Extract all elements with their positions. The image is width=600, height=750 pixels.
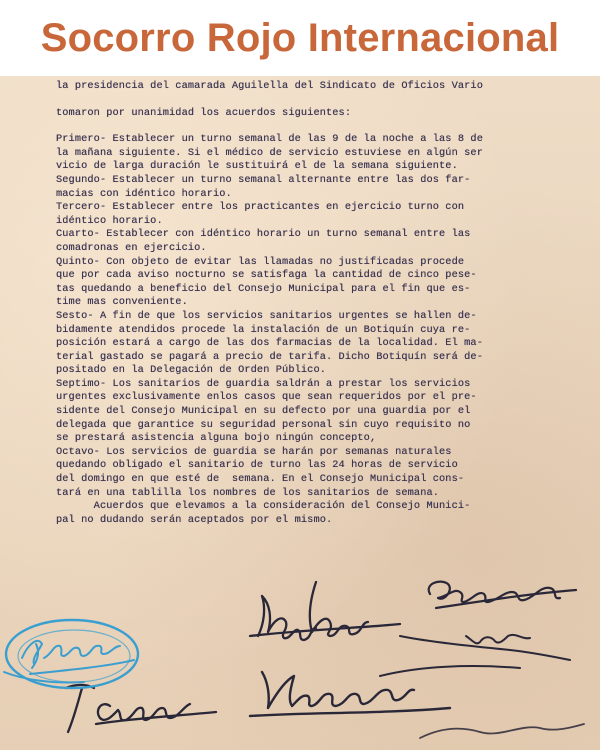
typed-line: positado en la Delegación de Orden Público. xyxy=(56,364,327,377)
typed-line: Septimo- Los sanitarios de guardia saldrán a prestar los servicios xyxy=(56,377,471,390)
typed-line: Segundo- Establecer un turno semanal alternante entre las dos far- xyxy=(56,173,471,186)
typed-line: Quinto- Con objeto de evitar las llamadas no justificadas procede xyxy=(56,255,465,268)
typed-line: Sesto- A fin de que los servicios sanitarios urgentes se hallen de- xyxy=(56,309,477,322)
typed-line: idéntico horario. xyxy=(56,214,163,227)
typed-line: Tercero- Establecer entre los practicantes en ejercicio turno con xyxy=(56,201,465,214)
signature-bottom-left xyxy=(66,685,216,732)
typed-line: tará en una tablilla los nombres de los sanitarios de semana. xyxy=(56,486,440,499)
typed-line: que por cada aviso nocturno se satisfaga la cantidad de cinco pese- xyxy=(56,269,477,282)
typed-line: quedando obligado el sanitario de turno las 24 horas de servicio xyxy=(56,459,458,472)
typed-line: tomaron por unanimidad los acuerdos siguientes: xyxy=(56,106,352,119)
typed-line: la presidencia del camarada Aguilella del Sindicato de Oficios Vario xyxy=(56,80,483,92)
typed-line: comadronas en ejercicio. xyxy=(56,241,207,254)
signature-bottom-right xyxy=(420,724,584,738)
typed-line: posición estará a cargo de las dos farmacias de la localidad. El ma- xyxy=(56,337,483,350)
signatures-layer xyxy=(0,76,600,750)
typed-line: pal no dudando serán aceptados por el mismo. xyxy=(56,513,333,526)
typed-line: Acuerdos que elevamos a la consideración del Consejo Munici- xyxy=(56,500,471,513)
signature-right-middle xyxy=(380,635,570,676)
typed-line: Octavo- Los servicios de guardia se harán por semanas naturales xyxy=(56,445,452,458)
signature-bottom-center xyxy=(250,672,450,716)
typed-line: urgentes exclusivamente enlos casos que sean requeridos por el pre- xyxy=(56,391,477,404)
page-header xyxy=(0,0,600,76)
typed-line: time mas conveniente. xyxy=(56,296,188,309)
typed-line: tas quedando a beneficio del Consejo Municipal para el fin que es- xyxy=(56,282,471,295)
typed-line: delegada que garantice su seguridad personal sin cuyo requisito no xyxy=(56,418,471,431)
typed-line: sidente del Consejo Municipal en su defecto por una guardia por el xyxy=(56,405,471,418)
document-scan xyxy=(0,76,600,750)
typed-line: vicio de larga duración le sustituirá el de la semana siguiente. xyxy=(56,160,458,173)
typed-line: la mañana siguiente. Si el médico de servicio estuviese en algún ser xyxy=(56,146,483,159)
signature-right-top xyxy=(429,582,576,608)
typed-line: terial gastado se pagará a precio de tarifa. Dicho Botiquín será de- xyxy=(56,350,483,363)
page-title: Socorro Rojo Internacional xyxy=(40,15,560,60)
signature-center xyxy=(250,582,400,640)
typed-line: Primero- Establecer un turno semanal de las 9 de la noche a las 8 de xyxy=(56,133,483,146)
typed-line: bidamente atendidos procede la instalación de un Botiquín cuya re- xyxy=(56,323,471,336)
stamp-signature-blue xyxy=(4,620,138,688)
typed-line: del domingo en que esté de semana. En el Consejo Municipal cons- xyxy=(56,473,465,486)
typed-line: Cuarto- Establecer con idéntico horario un turno semanal entre las xyxy=(56,228,471,241)
typed-line: se prestará asistencia alguna bojo ningún concepto, xyxy=(56,432,377,445)
typed-line: macias con idéntico horario. xyxy=(56,187,232,200)
